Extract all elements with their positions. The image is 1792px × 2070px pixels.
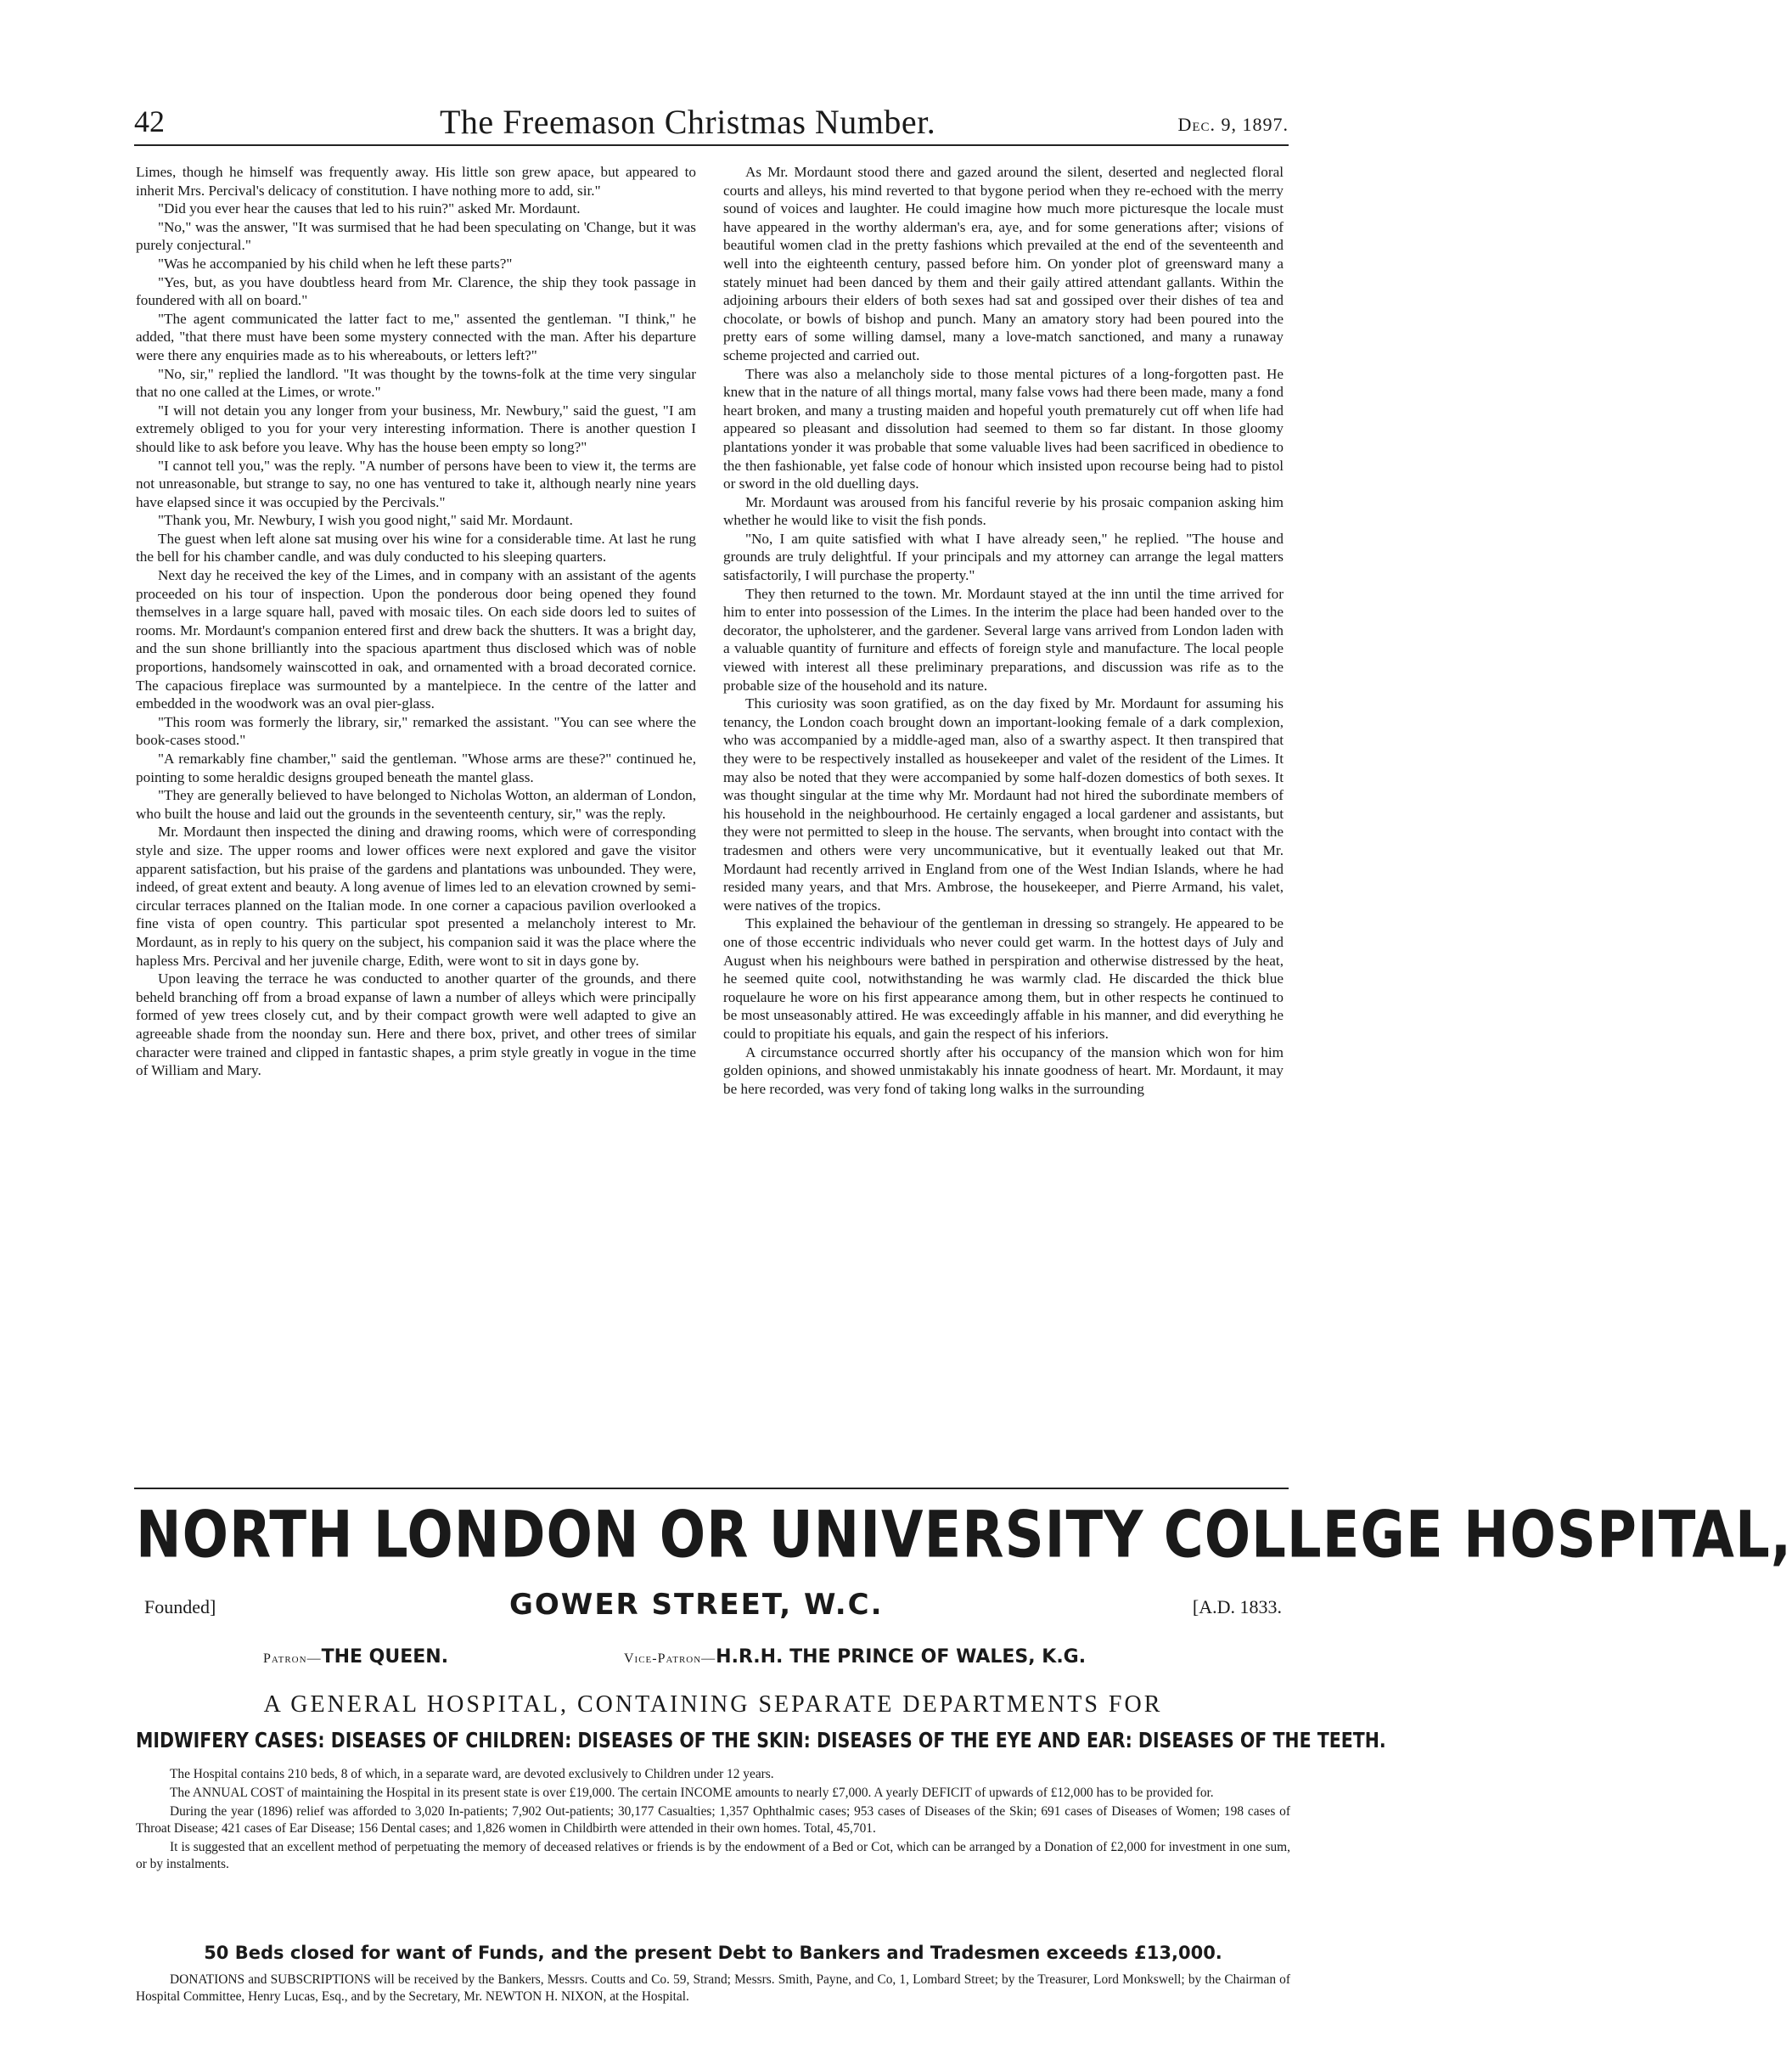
header-rule <box>134 144 1289 146</box>
running-header <box>134 102 1289 141</box>
article-column-right <box>723 163 1284 1479</box>
paragraph: "No, sir," replied the landlord. "It was thought by the towns-folk at the time very singular that no one called at the Limes, or wrote." <box>136 365 696 401</box>
paragraph: "Yes, but, as you have doubtless heard from Mr. Clarence, the ship they took passage in foundered with all on board." <box>136 273 696 309</box>
paragraph: A circumstance occurred shortly after his occupancy of the mansion which won for him golden opinions, and showed unmistakably his innate goodness of heart. Mr. Mordaunt, it may be here recorded, was very fond of taking long walks in the surrounding <box>723 1043 1284 1097</box>
patron-label: Patron— <box>263 1651 322 1666</box>
paragraph: The guest when left alone sat musing over his wine for a considerable time. At last he rung the bell for his chamber candle, and was duly conducted to his sleeping quarters. <box>136 530 696 565</box>
hospital-founded-row <box>144 1588 1282 1622</box>
paragraph: There was also a melancholy side to those mental pictures of a long-forgotten past. He knew that in the nature of all things mortal, many false vows had there been made, many a fond heart broken, and many a trusting maiden and hopeful youth prematurely cut off when life had appeared so pleasant and dissolution had seemed to them so far distant. In those gloomy plantations yonder it was probable that some valuable lives had been sacrificed in obedience to the then fashionable, yet false code of honour which insisted upon recourse being had to pistol or sword in the old duelling days. <box>723 365 1284 492</box>
paragraph: "Thank you, Mr. Newbury, I wish you good night," said Mr. Mordaunt. <box>158 512 573 529</box>
paragraph: Mr. Mordaunt then inspected the dining and drawing rooms, which were of corresponding style and size. The upper rooms and lower offices were next explored and gave the visitor apparent satisfaction, but his praise of the gardens and plantations was unbounded. They were, indeed, of great extent and beauty. A long avenue of limes led to an elevation crowned by semi-circular terraces planned on the Italian mode. In one corner a capacious pavilion overlooked a fine vista of open country. This particular spot presented a melancholy interest to Mr. Mordaunt, as in reply to his query on the subject, his companion said it was the place where the hapless Mrs. Percival and her juvenile charge, Edith, were wont to sit in days gone by. <box>136 824 696 969</box>
issue-date: Dec. 9, 1897. <box>1177 114 1289 135</box>
paragraph: Next day he received the key of the Limes, and in company with an assistant of the agents proceeded on his tour of inspection. Upon the ponderous door being opened they found themselves in a large square hall, paved with mosaic tiles. On each side doors led to suites of rooms. Mr. Mordaunt's companion entered first and drew back the shutters. It was a bright day, and the sun shone brilliantly into the spacious apartment thus disclosed which was of noble proportions, handsomely wainscotted in oak, and ornamented with a broad decorated cornice. The capacious fireplace was surmounted by a mantelpiece. In the centre of the latter and embedded in the woodwork was an oval pier-glass. <box>136 567 696 712</box>
paragraph: As Mr. Mordaunt stood there and gazed around the silent, deserted and neglected floral courts and alleys, his mind reverted to that bygone period when they re-echoed with the merry sound of voices and laughter. He could imagine how much more picturesque the locale must have appeared in the worthy alderman's era, aye, and for some generations after; visions of beautiful women clad in the pretty fashions which prevailed at the end of the seventeenth and well into the eighteenth century, passed before him. On yonder plot of greensward many a stately minuet had been danced by them and their gaily attired attendant gallants. Within the adjoining arbours their elders of both sexes had sat and gossiped over their dishes of tea and chocolate, or bowls of bishop and punch. Many an amatory story had been poured into the pretty ears of some willing damsel, many a love-match sanctioned, and many a runaway scheme projected and carried out. <box>723 164 1284 363</box>
founded-label: Founded] <box>144 1596 216 1617</box>
paragraph: "I cannot tell you," was the reply. "A number of persons have been to view it, the terms are not unreasonable, but strange to say, no one has ventured to take it, although nearly nine years have elapsed since it was occupied by the Percivals." <box>136 457 696 510</box>
article-column-left <box>136 163 696 1479</box>
ad-paragraph: The Hospital contains 210 beds, 8 of which, in a separate ward, are devoted exclusively to Children under 12 years. <box>170 1767 774 1781</box>
patrons-row <box>263 1643 1282 1672</box>
paragraph: "No, I am quite satisfied with what I have already seen," he replied. "The house and grounds are truly delightful. If your principals and my attorney can arrange the legal matters satisfactorily, I will purchase the property." <box>723 530 1284 584</box>
ad-paragraph: It is suggested that an excellent method of perpetuating the memory of deceased relatives or friends is by the endowment of a Bed or Cot, which can be arranged by a Donation of £2,000 for investment in one sum, or by instalments. <box>136 1840 1290 1871</box>
paragraph: "They are generally believed to have belonged to Nicholas Wotton, an alderman of London, who built the house and laid out the grounds in the seventeenth century, sir," was the reply. <box>136 787 696 822</box>
hospital-ad-body <box>136 1766 1290 1875</box>
page-number: 42 <box>134 104 165 138</box>
paragraph: "Did you ever hear the causes that led to his ruin?" asked Mr. Mordaunt. <box>158 200 581 217</box>
vice-patron-name: H.R.H. THE PRINCE OF WALES, K.G. <box>716 1646 1087 1668</box>
paragraph: "A remarkably fine chamber," said the gentleman. "Whose arms are these?" continued he, pointing to some heraldic designs grouped beneath the mantel glass. <box>136 751 696 785</box>
paragraph: Upon leaving the terrace he was conducted to another quarter of the grounds, and there beheld branching off from a broad expanse of lawn a number of alleys which were principally formed of yew trees closely cut, and by their compact growth were well adapted to give an agreeable shade from the noonday sun. Here and there box, privet, and other trees of similar character were trained and clipped in fantastic shapes, a prim style greatly in vogue in the time of William and Mary. <box>136 970 696 1079</box>
article-end-rule <box>134 1488 1289 1489</box>
paragraph: They then returned to the town. Mr. Mordaunt stayed at the inn until the time arrived for him to enter into possession of the Limes. In the interim the place had been handed over to the decorator, the upholsterer, and the gardener. Several large vans arrived from London laden with a valuable quantity of furniture and effects of foreign style and manufacture. The local people viewed with interest all these preliminary preparations, and discussion was rife as to the probable size of the household and its nature. <box>723 585 1284 694</box>
paragraph: "I will not detain you any longer from your business, Mr. Newbury," said the guest, "I am extremely obliged to you for your very interesting information. There is another question I should like to ask before you leave. Why has the house been empty so long?" <box>136 402 696 455</box>
ad-paragraph: The ANNUAL COST of maintaining the Hospital in its present state is over £19,000. The certain INCOME amounts to nearly £7,000. A yearly DEFICIT of upwards of £12,000 has to be provided for. <box>170 1786 1214 1800</box>
paragraph: This curiosity was soon gratified, as on the day fixed by Mr. Mordaunt for assuming his tenancy, the London coach brought down an important-looking female of a dark complexion, who was accompanied by a middle-aged man, also of a swarthy aspect. It then transpired that they were to be respectively installed as housekeeper and valet of the resident of the Limes. It may also be noted that they were accompanied by some half-dozen domestics of both sexes. It was thought singular at the time why Mr. Mordaunt had not hired the subordinate members of his household in the neighbourhood. He certainly engaged a local gardener and assistants, but they were not permitted to sleep in the house. The servants, when brought into contact with the tradesmen and others were very uncommunicative, but it eventually leaked out that Mr. Mordaunt had recently arrived in England from one of the West Indian Islands, where he had resided many years, and that Mrs. Ambrose, the housekeeper, and Pierre Armand, his valet, were natives of the tropics. <box>723 695 1284 914</box>
departments-list: MIDWIFERY CASES: DISEASES OF CHILDREN: DISEASES OF THE SKIN: DISEASES OF THE EYE AND EAR: DISEASES OF THE TEETH. <box>136 1728 1386 1752</box>
donations-notice <box>136 1972 1290 2005</box>
paragraph: "Was he accompanied by his child when he left these parts?" <box>158 255 513 272</box>
patron-name: THE QUEEN. <box>321 1646 449 1668</box>
vice-patron <box>624 1646 1086 1668</box>
paragraph: Mr. Mordaunt was aroused from his fanciful reverie by his prosaic companion asking him whether he would like to visit the fish ponds. <box>723 493 1284 529</box>
paragraph: "This room was formerly the library, sir," remarked the assistant. "You can see where the book-cases stood." <box>136 713 696 749</box>
hospital-ad-title: NORTH LONDON OR UNIVERSITY COLLEGE HOSPITAL, <box>136 1499 1792 1573</box>
paragraph: This explained the behaviour of the gentleman in dressing so strangely. He appeared to be one of those eccentric individuals who never could get warm. In the hottest days of July and August when his neighbours were bathed in perspiration and otherwise distressed by the heat, he seemed quite cool, notwithstanding he was warmly clad. He discarded the thick blue roquelaure he wore on his first appearance among them, but in other respects he continued to be most unseasonably attired. He was exceedingly affable in his manner, and did everything he could to propitiate his equals, and gain the respect of his inferiors. <box>723 915 1284 1042</box>
patron <box>263 1646 448 1668</box>
founded-year: [A.D. 1833. <box>1192 1596 1282 1617</box>
paragraph: Limes, though he himself was frequently away. His little son grew apace, but appeared to inherit Mrs. Percival's delicacy of constitution. I have nothing more to add, sir." <box>136 164 696 199</box>
ad-paragraph: During the year (1896) relief was afforded to 3,020 In-patients; 7,902 Out-patients; 30,177 Casualties; 1,357 Ophthalmic cases; 953 cases of Diseases of the Skin; 691 cases of Diseases of Women; 198 cases of Throat Disease; 421 cases of Ear Disease; 156 Dental cases; and 1,826 women in Childbirth were attended in their own homes. Total, 45,701. <box>136 1804 1290 1836</box>
general-hospital-heading: A GENERAL HOSPITAL, CONTAINING SEPARATE DEPARTMENTS FOR <box>263 1691 1163 1718</box>
donations-paragraph: DONATIONS and SUBSCRIPTIONS will be received by the Bankers, Messrs. Coutts and Co. 59, Strand; Messrs. Smith, Payne, and Co, 1, Lombard Street; by the Treasurer, Lord Monkswell; by the Chairman of Hospital Committee, Henry Lucas, Esq., and by the Secretary, Mr. NEWTON H. NIXON, at the Hospital. <box>136 1972 1290 2004</box>
beds-closed-notice: 50 Beds closed for want of Funds, and the present Debt to Bankers and Tradesmen exceeds £13,000. <box>204 1943 1222 1963</box>
vice-patron-label: Vice-Patron— <box>624 1651 716 1666</box>
publication-title: The Freemason Christmas Number. <box>440 103 936 141</box>
hospital-address: GOWER STREET, W.C. <box>509 1588 884 1622</box>
paragraph: "No," was the answer, "It was surmised that he had been speculating on 'Change, but it was purely conjectural." <box>136 218 696 254</box>
paragraph: "The agent communicated the latter fact to me," assented the gentleman. "I think," he added, "that there must have been some mystery connected with the man. After his departure were there any enquiries made as to his whereabouts, or letters left?" <box>136 310 696 363</box>
